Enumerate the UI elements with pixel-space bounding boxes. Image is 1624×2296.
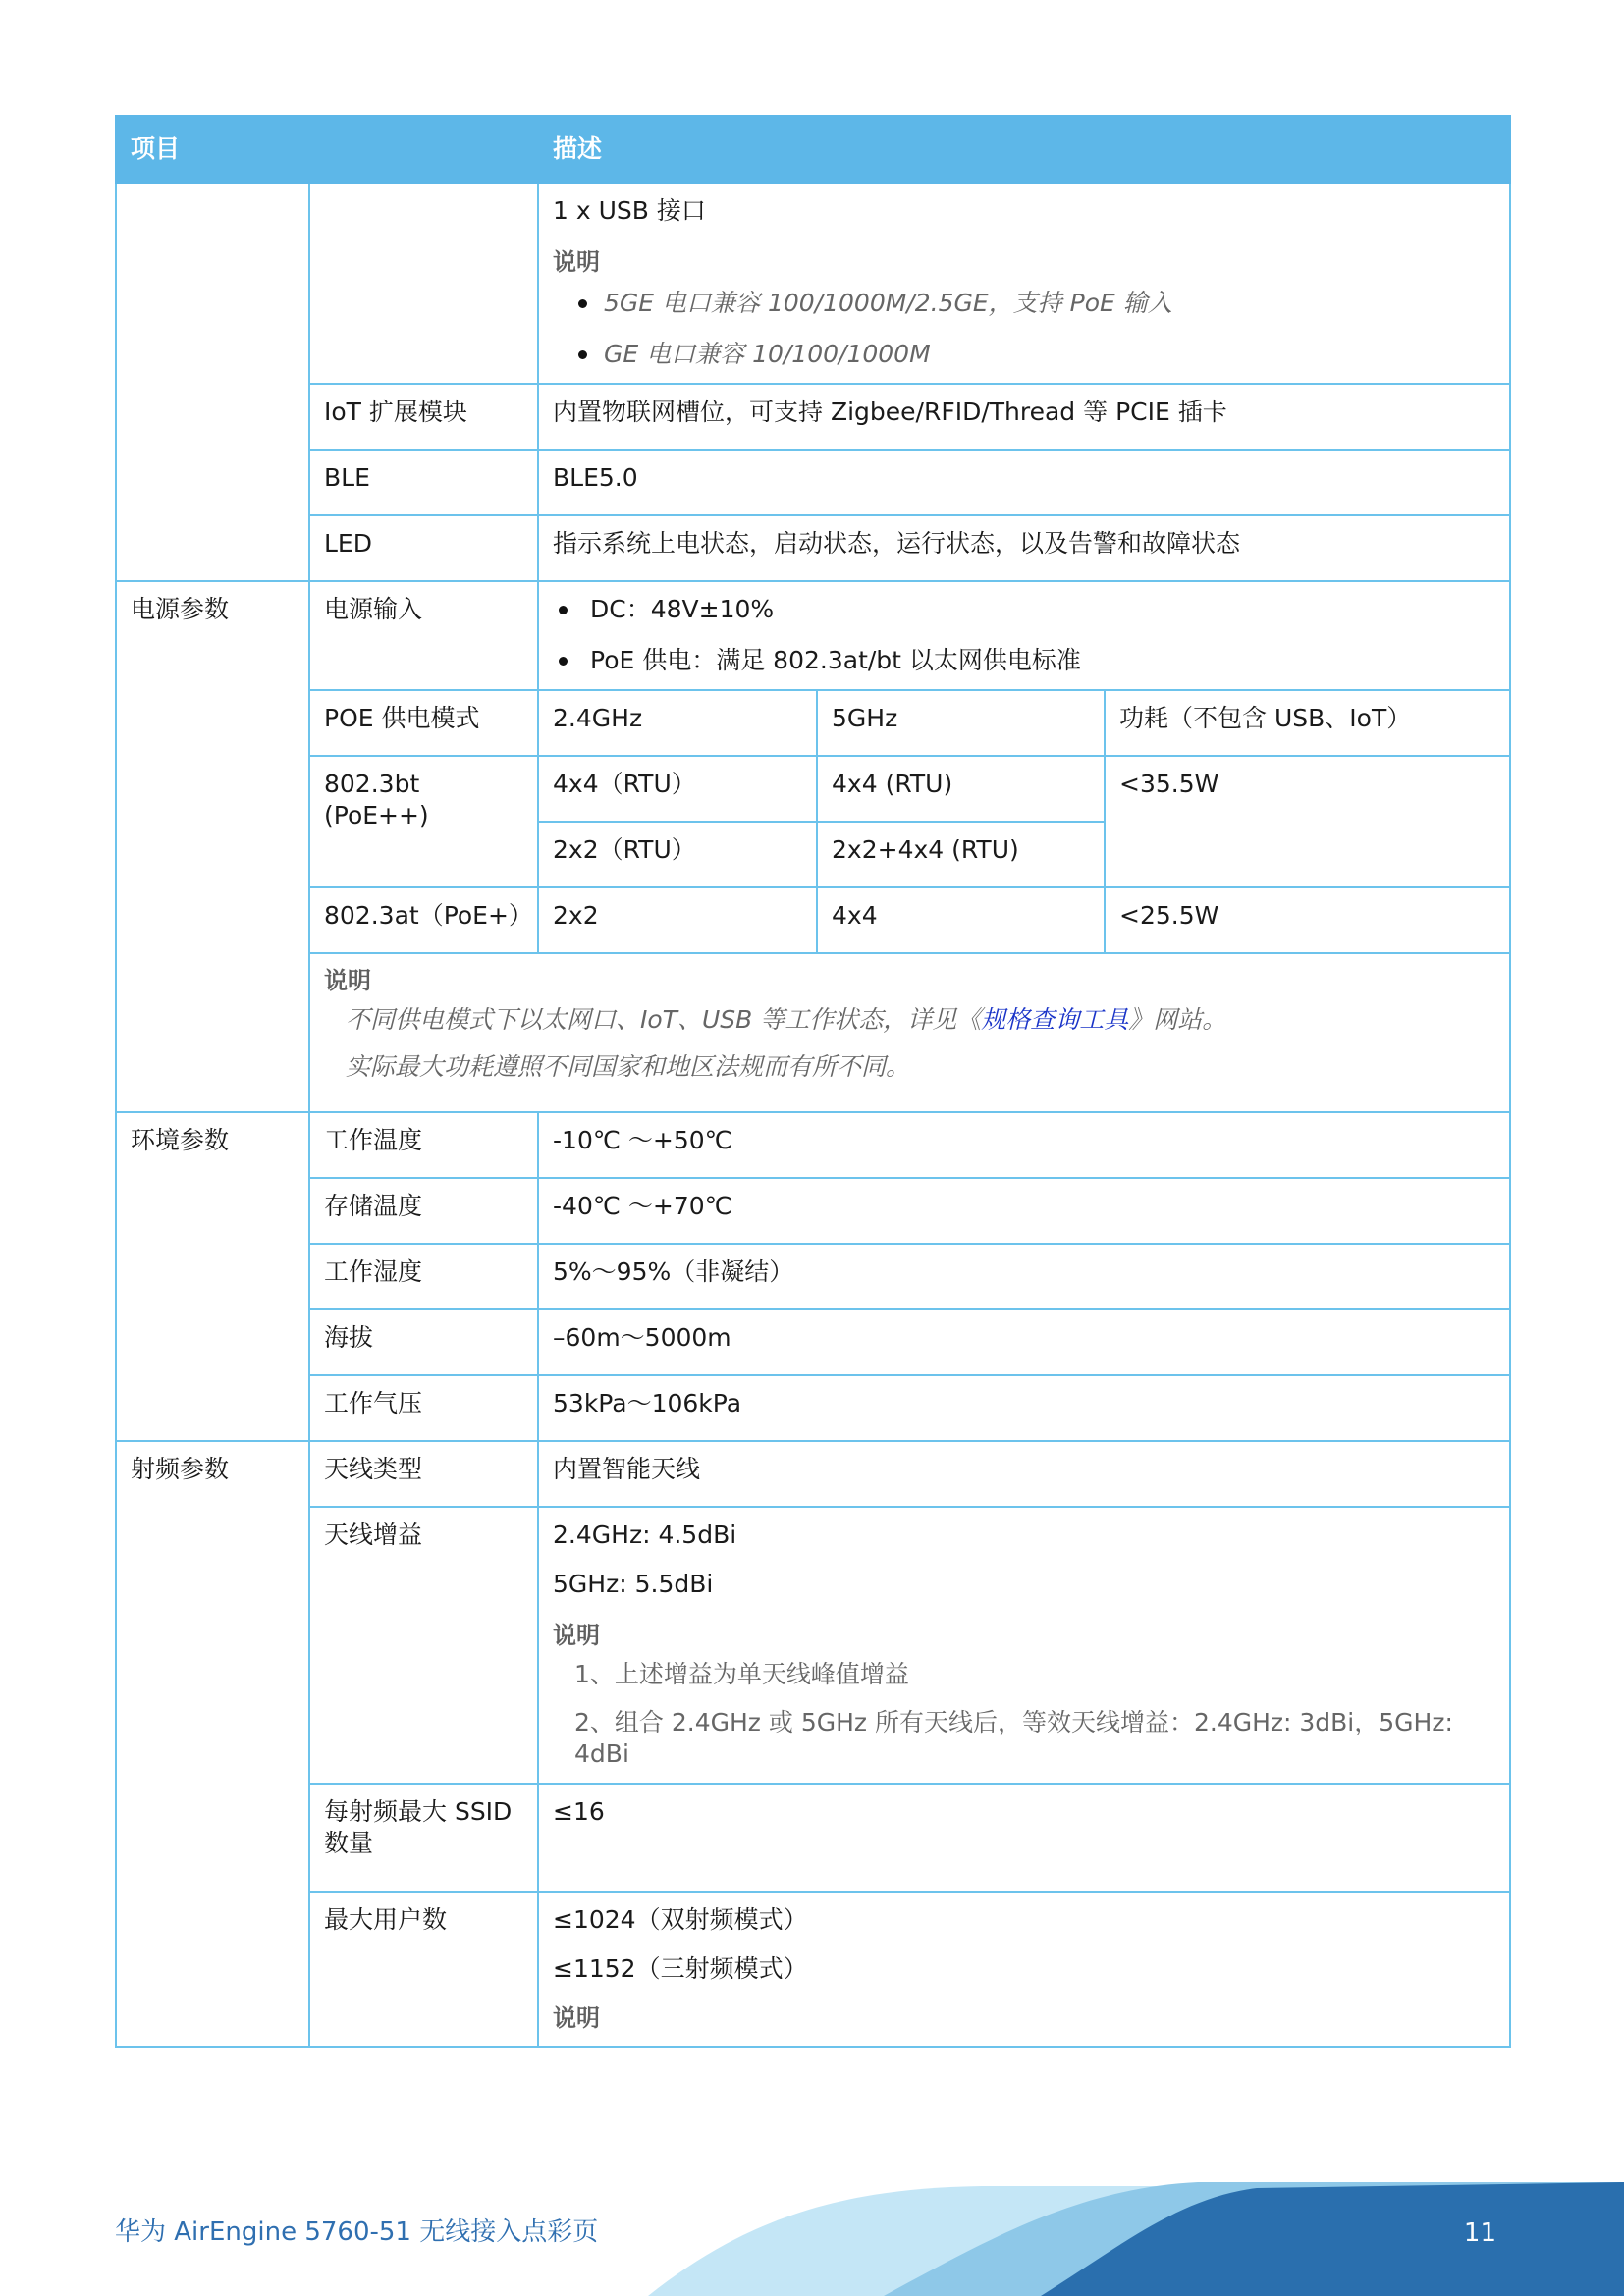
header-desc: 描述 [538, 116, 1510, 183]
users-line: ≤1024（双射频模式） [553, 1904, 808, 1934]
row-value: 5%～95%（非凝结） [538, 1244, 1510, 1309]
note-title: 说明 [553, 1621, 601, 1649]
row-value: 53kPa～106kPa [538, 1375, 1510, 1441]
spec-table [115, 115, 1511, 2048]
list-item: PoE 供电：满足 802.3at/bt 以太网供电标准 [553, 645, 1495, 677]
list-item: 5GE 电口兼容 100/1000M/2.5GE，支持 PoE 输入 [553, 288, 1495, 320]
row-value: 指示系统上电状态，启动状态，运行状态，以及告警和故障状态 [538, 515, 1510, 581]
gain-line: 2.4GHz: 4.5dBi [553, 1520, 737, 1549]
usb-line: 1 x USB 接口 [553, 196, 706, 225]
row-label: 天线增益 [309, 1507, 538, 1784]
mode-header-5g: 5GHz [817, 690, 1105, 756]
note-title: 说明 [553, 2003, 601, 2032]
row-label: 工作温度 [309, 1112, 538, 1178]
group-label: 电源参数 [116, 581, 309, 1112]
row-label: 天线类型 [309, 1441, 538, 1507]
note-title: 说明 [324, 966, 371, 994]
power-inputs [553, 594, 1495, 677]
mode-header-24g: 2.4GHz [538, 690, 817, 756]
group-label: 射频参数 [116, 1441, 309, 2047]
at-label: 802.3at（PoE+） [309, 887, 538, 953]
row-label: 工作气压 [309, 1375, 538, 1441]
row-value: BLE5.0 [538, 450, 1510, 515]
row-label: 电源输入 [309, 581, 538, 690]
users-line: ≤1152（三射频模式） [553, 1954, 808, 1984]
poe-mode-header-row [116, 690, 1510, 756]
table-row [116, 1441, 1510, 1507]
list-item: GE 电口兼容 10/100/1000M [553, 339, 1495, 371]
table-row [116, 450, 1510, 515]
table-row [116, 515, 1510, 581]
page-number: 11 [1463, 2218, 1496, 2248]
row-label: LED [309, 515, 538, 581]
bt-power: <35.5W [1105, 756, 1510, 887]
interface-desc-cell [538, 183, 1510, 384]
label-cell-empty [309, 183, 538, 384]
table-row [116, 384, 1510, 450]
power-note-cell [309, 953, 1510, 1112]
table-row [116, 1112, 1510, 1178]
row-label: 存储温度 [309, 1178, 538, 1244]
table-row [116, 1784, 1510, 1892]
note-title: 说明 [553, 247, 601, 276]
row-label: 每射频最大 SSID 数量 [309, 1784, 538, 1892]
row-label: IoT 扩展模块 [309, 384, 538, 450]
table-header-row [116, 116, 1510, 183]
group-cell-empty [116, 183, 309, 581]
row-value: ≤16 [538, 1784, 1510, 1892]
at-5g: 4x4 [817, 887, 1105, 953]
note-line [346, 1004, 1495, 1037]
spec-tool-link[interactable]: 规格查询工具 [981, 1004, 1129, 1034]
header-item: 项目 [116, 116, 538, 183]
bt-24g-1: 4x4（RTU） [538, 756, 817, 822]
list-item: 2、组合 2.4GHz 或 5GHz 所有天线后，等效天线增益：2.4GHz: 3dBi，5GHz: 4dBi [574, 1707, 1453, 1769]
row-value: –60m～5000m [538, 1309, 1510, 1375]
power-note-body [324, 1004, 1495, 1084]
table-row [116, 887, 1510, 953]
row-value: 内置智能天线 [538, 1441, 1510, 1507]
row-label: 海拔 [309, 1309, 538, 1375]
group-label: 环境参数 [116, 1112, 309, 1441]
bt-5g-1: 4x4 (RTU) [817, 756, 1105, 822]
bt-label: 802.3bt (PoE++) [309, 756, 538, 887]
row-value: -40℃ ～+70℃ [538, 1178, 1510, 1244]
table-row [116, 1178, 1510, 1244]
footer-title: 华为 AirEngine 5760-51 无线接入点彩页 [115, 2217, 599, 2247]
row-label: 工作湿度 [309, 1244, 538, 1309]
gain-line: 5GHz: 5.5dBi [553, 1570, 714, 1599]
power-input-cell [538, 581, 1510, 690]
max-users-cell [538, 1892, 1510, 2047]
table-row [116, 581, 1510, 690]
table-row [116, 183, 1510, 384]
bt-5g-2: 2x2+4x4 (RTU) [817, 822, 1105, 887]
note-text: 》网站。 [1128, 1004, 1227, 1034]
row-value: -10℃ ～+50℃ [538, 1112, 1510, 1178]
table-row [116, 1309, 1510, 1375]
at-24g: 2x2 [538, 887, 817, 953]
table-row [116, 1892, 1510, 2047]
row-value: 内置物联网槽位，可支持 Zigbee/RFID/Thread 等 PCIE 插卡 [538, 384, 1510, 450]
mode-header-power: 功耗（不包含 USB、IoT） [1105, 690, 1510, 756]
table-row [116, 756, 1510, 822]
row-label: 最大用户数 [309, 1892, 538, 2047]
row-label: BLE [309, 450, 538, 515]
at-power: <25.5W [1105, 887, 1510, 953]
interface-notes [553, 288, 1495, 371]
note-text: 不同供电模式下以太网口、IoT、USB 等工作状态，详见《 [346, 1004, 982, 1034]
table-row [116, 953, 1510, 1112]
table-row [116, 1244, 1510, 1309]
list-item: DC：48V±10% [553, 594, 1495, 626]
bt-24g-2: 2x2（RTU） [538, 822, 817, 887]
list-item: 1、上述增益为单天线峰值增益 [574, 1660, 909, 1689]
table-row [116, 1507, 1510, 1784]
table-row [116, 1375, 1510, 1441]
note-line: 实际最大功耗遵照不同国家和地区法规而有所不同。 [346, 1052, 911, 1082]
antenna-gain-cell [538, 1507, 1510, 1784]
mode-header-label: POE 供电模式 [309, 690, 538, 756]
